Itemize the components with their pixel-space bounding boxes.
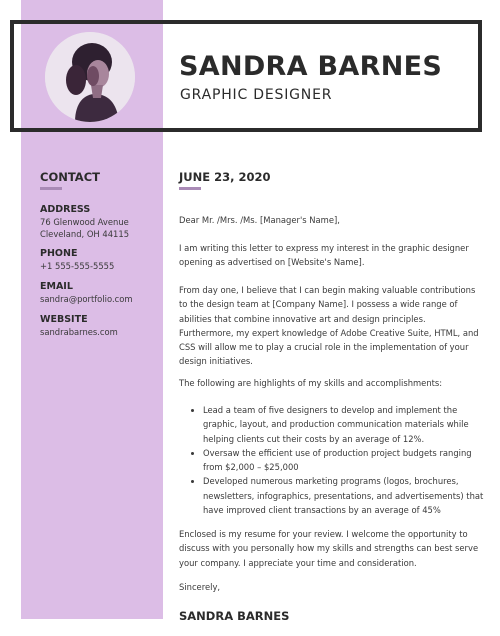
paragraph-2 bbox=[179, 283, 479, 369]
paragraph-2-text: From day one, I believe that I can begin making valuable contributions to the design team at [Company Name]. I possess a wide range of abilities that combine innovative art and design principles. Furthermore, my expert knowledge of Adobe Creative Suite, HTML, and CSS will allow me to play a crucial role in the implementation of your design initiatives. bbox=[179, 285, 479, 367]
letter-date: JUNE 23, 2020 bbox=[179, 170, 271, 184]
paragraph-4-text: Enclosed is my resume for your review. I welcome the opportunity to discuss with you personally how my skills and strengths can best serve your company. I appreciate your time and consideration. bbox=[179, 529, 479, 568]
paragraph-3 bbox=[179, 376, 479, 390]
job-title: GRAPHIC DESIGNER bbox=[180, 87, 333, 103]
contact-heading: CONTACT bbox=[40, 170, 100, 184]
paragraph-1 bbox=[179, 241, 479, 270]
phone-value: +1 555-555-5555 bbox=[40, 261, 115, 271]
email-value[interactable]: sandra@portfolio.com bbox=[40, 294, 133, 304]
paragraph-1-text: I am writing this letter to express my interest in the graphic designer opening as advertised on [Website's Name]. bbox=[179, 243, 469, 268]
list-item: • Oversaw the efficient use of production project budgets ranging from $2,000 – $25,000 bbox=[203, 446, 493, 475]
website-value[interactable]: sandrabarnes.com bbox=[40, 327, 118, 337]
salutation-text: Dear Mr. /Mrs. /Ms. [Manager's Name], bbox=[179, 215, 340, 225]
phone-label: PHONE bbox=[40, 248, 78, 259]
applicant-name: SANDRA BARNES bbox=[179, 51, 443, 82]
list-item: • Lead a team of five designers to develop and implement the graphic, layout, and production communication materials while helping clients cut their costs by an average of 12%. bbox=[203, 403, 493, 446]
address-line-2: Cleveland, OH 44115 bbox=[40, 229, 130, 239]
date-underline bbox=[179, 187, 201, 190]
avatar bbox=[45, 32, 135, 122]
paragraph-4 bbox=[179, 527, 479, 570]
contact-underline bbox=[40, 187, 62, 190]
closing bbox=[179, 580, 479, 594]
salutation bbox=[179, 213, 479, 227]
paragraph-3-text: The following are highlights of my skills and accomplishments: bbox=[179, 378, 443, 388]
address-line-1: 76 Glenwood Avenue bbox=[40, 217, 129, 227]
website-label: WEBSITE bbox=[40, 314, 88, 325]
address-label: ADDRESS bbox=[40, 204, 91, 215]
signature-name: SANDRA BARNES bbox=[179, 609, 290, 623]
list-item: • Developed numerous marketing programs (logos, brochures, newsletters, infographics, presentations, and advertisements) that have improved client transactions by an average of 45% bbox=[203, 474, 493, 517]
closing-text: Sincerely, bbox=[179, 582, 221, 592]
highlights-list bbox=[189, 403, 493, 517]
email-label: EMAIL bbox=[40, 281, 73, 292]
